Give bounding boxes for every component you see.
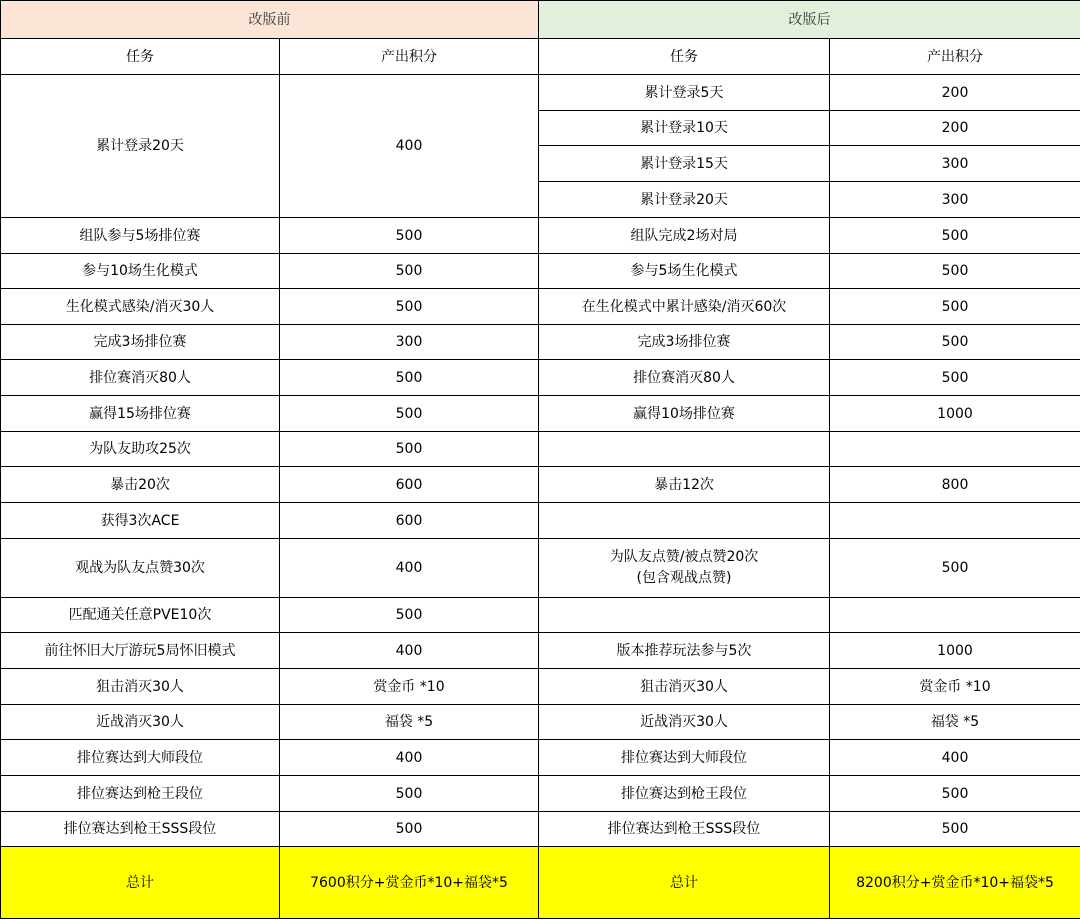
before-task-cell: 匹配通关任意PVE10次 xyxy=(1,598,280,633)
before-task-cell: 近战消灭30人 xyxy=(1,705,280,740)
after-points-cell: 500 xyxy=(830,539,1080,598)
before-section-header: 改版前 xyxy=(1,1,539,39)
before-task-cell: 为队友助攻25次 xyxy=(1,432,280,467)
after-points-cell: 1000 xyxy=(830,396,1080,432)
before-points-cell: 500 xyxy=(280,396,539,432)
after-points-cell: 200 xyxy=(830,75,1080,111)
after-task-cell: 累计登录10天 xyxy=(539,111,830,146)
table-row xyxy=(1,396,1080,432)
after-points-cell: 300 xyxy=(830,146,1080,182)
after-points-cell xyxy=(830,432,1080,467)
before-task-cell: 排位赛达到枪王SSS段位 xyxy=(1,812,280,847)
after-task-cell: 暴击12次 xyxy=(539,467,830,503)
table-row xyxy=(1,360,1080,396)
before-points-cell: 400 xyxy=(280,740,539,776)
after-task-cell: 近战消灭30人 xyxy=(539,705,830,740)
table-row xyxy=(1,75,1080,111)
after-section-header: 改版后 xyxy=(539,1,1080,39)
before-points-cell: 500 xyxy=(280,289,539,325)
table-row xyxy=(1,633,1080,669)
after-task-note: (包含观战点赞) xyxy=(636,570,732,586)
after-points-cell: 500 xyxy=(830,776,1080,812)
before-points-cell: 500 xyxy=(280,812,539,847)
before-points-cell: 600 xyxy=(280,503,539,539)
table-row xyxy=(1,812,1080,847)
after-task-line: 为队友点赞/被点赞20次 xyxy=(609,549,759,565)
after-task-cell xyxy=(539,539,830,598)
table-row xyxy=(1,503,1080,539)
after-task-cell xyxy=(539,598,830,633)
table-row xyxy=(1,432,1080,467)
after-points-cell: 200 xyxy=(830,111,1080,146)
table-row xyxy=(1,254,1080,289)
after-task-cell: 参与5场生化模式 xyxy=(539,254,830,289)
after-task-cell xyxy=(539,503,830,539)
before-points-cell: 福袋 *5 xyxy=(280,705,539,740)
after-task-column-header: 任务 xyxy=(539,39,830,75)
before-login-points-cell: 400 xyxy=(280,75,539,218)
before-task-cell: 观战为队友点赞30次 xyxy=(1,539,280,598)
before-task-cell: 完成3场排位赛 xyxy=(1,325,280,360)
after-task-cell: 狙击消灭30人 xyxy=(539,669,830,705)
before-task-cell: 生化模式感染/消灭30人 xyxy=(1,289,280,325)
after-total-label: 总计 xyxy=(539,847,830,919)
after-points-cell: 1000 xyxy=(830,633,1080,669)
table-row xyxy=(1,776,1080,812)
before-task-cell: 排位赛消灭80人 xyxy=(1,360,280,396)
before-points-cell: 300 xyxy=(280,325,539,360)
before-points-cell: 500 xyxy=(280,432,539,467)
table-row xyxy=(1,218,1080,254)
before-points-cell: 500 xyxy=(280,254,539,289)
after-task-cell: 累计登录5天 xyxy=(539,75,830,111)
table-row xyxy=(1,669,1080,705)
table-row xyxy=(1,740,1080,776)
total-row xyxy=(1,847,1080,919)
section-header-row xyxy=(1,1,1080,39)
after-task-cell xyxy=(539,432,830,467)
table-row xyxy=(1,598,1080,633)
before-task-cell: 前往怀旧大厅游玩5局怀旧模式 xyxy=(1,633,280,669)
after-points-cell: 500 xyxy=(830,254,1080,289)
after-task-cell: 排位赛达到枪王SSS段位 xyxy=(539,812,830,847)
before-points-cell: 400 xyxy=(280,539,539,598)
before-total-label: 总计 xyxy=(1,847,280,919)
after-task-cell: 版本推荐玩法参与5次 xyxy=(539,633,830,669)
before-points-cell: 600 xyxy=(280,467,539,503)
before-points-cell: 赏金币 *10 xyxy=(280,669,539,705)
before-task-cell: 排位赛达到大师段位 xyxy=(1,740,280,776)
before-login-task-cell: 累计登录20天 xyxy=(1,75,280,218)
table-row xyxy=(1,325,1080,360)
after-points-cell: 赏金币 *10 xyxy=(830,669,1080,705)
after-task-cell: 排位赛消灭80人 xyxy=(539,360,830,396)
before-points-cell: 400 xyxy=(280,633,539,669)
after-points-cell: 400 xyxy=(830,740,1080,776)
after-points-cell: 500 xyxy=(830,812,1080,847)
after-task-cell: 在生化模式中累计感染/消灭60次 xyxy=(539,289,830,325)
after-points-cell: 500 xyxy=(830,218,1080,254)
before-task-cell: 排位赛达到枪王段位 xyxy=(1,776,280,812)
after-points-cell xyxy=(830,598,1080,633)
before-task-cell: 狙击消灭30人 xyxy=(1,669,280,705)
before-points-column-header: 产出积分 xyxy=(280,39,539,75)
after-total-value: 8200积分+赏金币*10+福袋*5 xyxy=(830,847,1080,919)
after-points-cell: 500 xyxy=(830,325,1080,360)
after-points-column-header: 产出积分 xyxy=(830,39,1080,75)
after-points-cell: 300 xyxy=(830,182,1080,218)
table-row xyxy=(1,289,1080,325)
after-points-cell: 500 xyxy=(830,289,1080,325)
before-task-cell: 参与10场生化模式 xyxy=(1,254,280,289)
after-task-cell: 排位赛达到枪王段位 xyxy=(539,776,830,812)
after-points-cell xyxy=(830,503,1080,539)
after-task-cell: 累计登录15天 xyxy=(539,146,830,182)
before-points-cell: 500 xyxy=(280,218,539,254)
before-points-cell: 500 xyxy=(280,360,539,396)
after-task-cell: 完成3场排位赛 xyxy=(539,325,830,360)
before-task-column-header: 任务 xyxy=(1,39,280,75)
after-points-cell: 800 xyxy=(830,467,1080,503)
after-task-cell: 赢得10场排位赛 xyxy=(539,396,830,432)
table-row xyxy=(1,539,1080,598)
table-row xyxy=(1,705,1080,740)
after-task-cell: 排位赛达到大师段位 xyxy=(539,740,830,776)
before-points-cell: 500 xyxy=(280,776,539,812)
after-task-cell: 累计登录20天 xyxy=(539,182,830,218)
before-total-value: 7600积分+赏金币*10+福袋*5 xyxy=(280,847,539,919)
before-points-cell: 500 xyxy=(280,598,539,633)
before-task-cell: 组队参与5场排位赛 xyxy=(1,218,280,254)
after-points-cell: 500 xyxy=(830,360,1080,396)
before-task-cell: 获得3次ACE xyxy=(1,503,280,539)
column-header-row xyxy=(1,39,1080,75)
after-task-cell: 组队完成2场对局 xyxy=(539,218,830,254)
table-row xyxy=(1,467,1080,503)
before-task-cell: 赢得15场排位赛 xyxy=(1,396,280,432)
after-points-cell: 福袋 *5 xyxy=(830,705,1080,740)
before-task-cell: 暴击20次 xyxy=(1,467,280,503)
